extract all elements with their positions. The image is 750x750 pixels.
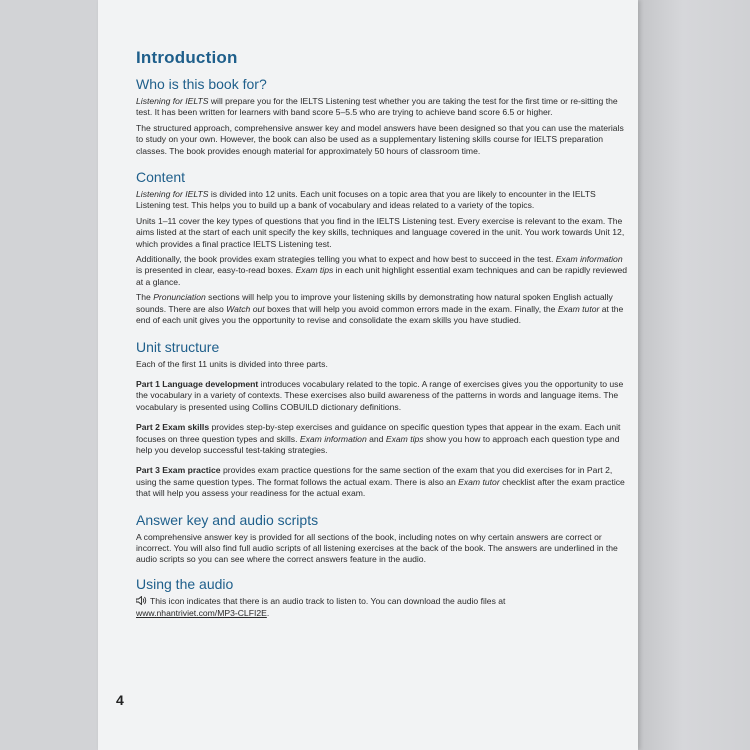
heading-content: Content bbox=[136, 169, 186, 186]
page-edge-shadow bbox=[638, 0, 750, 750]
heading-who: Who is this book for? bbox=[136, 76, 267, 92]
content-paragraph-2: Units 1–11 cover the key types of questions that you find in the IELTS Listening test. Every exercise is relevant to the exam. The aims listed at the start of each unit specify the key skills, techniques and language covered in the unit. You work towards Unit 12, which provides a final practice IELTS Listening test. bbox=[136, 215, 625, 249]
content-paragraph-4: The Pronunciation sections will help you to improve your listening skills by demonstrating how natural spoken English actually sounds. There are also Watch out boxes that will help you avoid common errors made in the exam. Finally, the Exam tutor at the end of each unit gives you the opportunity to revise and consolidate the exam skills you have studied. bbox=[136, 292, 624, 326]
page-title: Introduction bbox=[136, 48, 238, 67]
page-content bbox=[136, 48, 628, 624]
page-number: 4 bbox=[116, 692, 124, 708]
structure-part-1: Part 1 Language development introduces vocabulary related to the topic. A range of exercises gives you the opportunity to use the vocabulary in a variety of contexts. These exercises also build awareness of the patterns in words and language items. The vocabulary is presented using Collins COBUILD dictionary definitions. bbox=[136, 378, 624, 412]
content-paragraph-1: Listening for IELTS is divided into 12 units. Each unit focuses on a topic area that you are likely to encounter in the IELTS Listening test. This helps you to build up a bank of vocabulary and ideas related to a variety of the topics. bbox=[136, 189, 596, 211]
who-paragraph-2: The structured approach, comprehensive answer key and model answers have been designed so that you can use the materials to study on your own. However, the book can also be used as a supplementary listening skills course for IELTS preparation classes. The book provides enough material for approximately 50 hours of classroom time. bbox=[136, 122, 624, 156]
heading-audio: Using the audio bbox=[136, 575, 234, 592]
content-paragraph-3: Additionally, the book provides exam strategies telling you what to expect and how best to succeed in the test. Exam information is presented in clear, easy-to-read boxes. Exam tips in each unit highlight essential exam techniques and can be rapidly reviewed at a glance. bbox=[136, 254, 628, 287]
heading-structure: Unit structure bbox=[136, 338, 220, 355]
audio-download-link[interactable]: www.nhantriviet.com/MP3-CLFI2E bbox=[136, 608, 267, 619]
structure-part-2: Part 2 Exam skills provides step-by-step exercises and guidance on specific question types that appear in the exam. Each unit focuses on three question types and skills. Exam information and Exam tips show you how to approach each question type and help you develop successful test-taking strategies. bbox=[136, 422, 621, 455]
heading-answer: Answer key and audio scripts bbox=[136, 511, 319, 528]
answer-paragraph: A comprehensive answer key is provided for all sections of the book, including notes on why certain answers are correct or incorrect. You will also find full audio scripts of all listening exercises at the back of the book. The answers are underlined in the audio scripts so you can see where the correct answers feature in the audio. bbox=[136, 531, 618, 565]
structure-intro: Each of the first 11 units is divided into three parts. bbox=[136, 358, 328, 369]
book-page bbox=[98, 0, 638, 750]
structure-part-3: Part 3 Exam practice provides exam practice questions for the same section of the exam that you did exercises for in Part 2, using the same question types. The format follows the actual exam. There is also an Exam tutor checklist after the exam practice that will help you assess your readiness for the actual exam. bbox=[136, 465, 625, 499]
audio-paragraph: This icon indicates that there is an audio track to listen to. You can download the audio files at www.nhantriviet.com/MP3-CLFI2E. bbox=[136, 595, 506, 619]
speaker-icon bbox=[136, 596, 147, 608]
who-paragraph-1: Listening for IELTS will prepare you for the IELTS Listening test whether you are taking the test for the first time or re-sitting the test. It has been written for learners with band score 5–5.5 who are trying to achieve band score 6.5 or higher. bbox=[136, 96, 618, 118]
